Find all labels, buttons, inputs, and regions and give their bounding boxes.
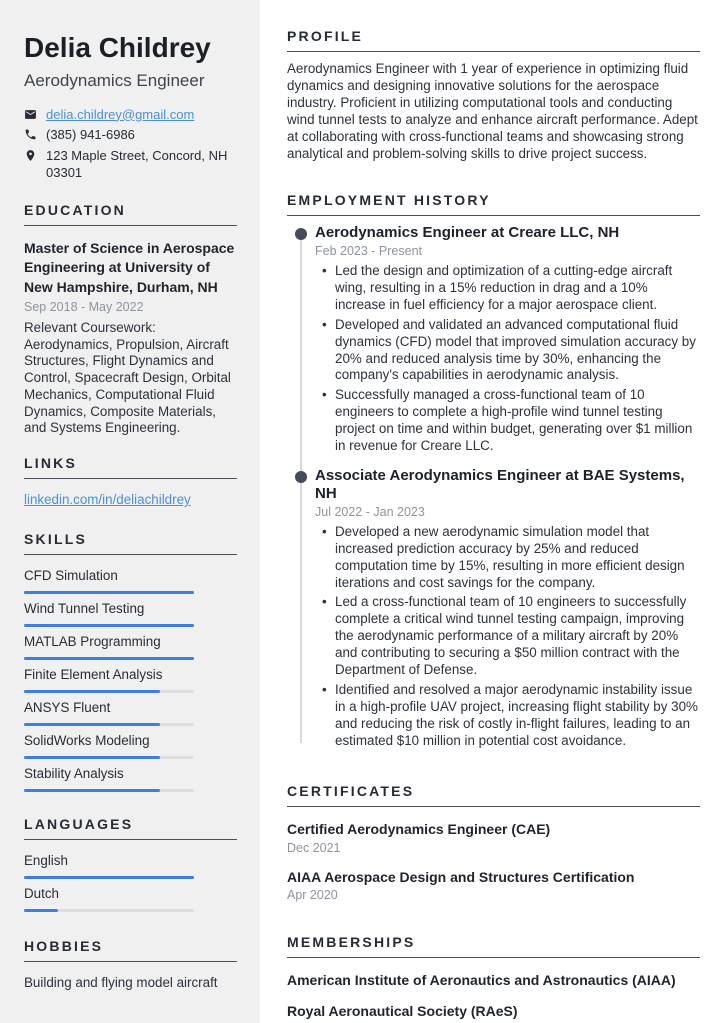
timeline-line <box>300 234 302 743</box>
languages-heading: LANGUAGES <box>24 816 237 840</box>
contact-email-row <box>24 106 237 124</box>
skill-bar <box>24 657 194 660</box>
skill-label: CFD Simulation <box>24 568 118 584</box>
skill-bar <box>24 690 194 693</box>
certificate-title: Certified Aerodynamics Engineer (CAE) <box>287 821 551 838</box>
profile-heading: PROFILE <box>287 28 700 52</box>
job-date: Jul 2022 - Jan 2023 <box>315 504 425 519</box>
main-column <box>260 0 724 1023</box>
degree-date: Sep 2018 - May 2022 <box>24 299 144 314</box>
email-link[interactable]: delia.childrey@gmail.com <box>46 106 195 122</box>
job-bullets <box>315 524 700 750</box>
skill-bar-fill <box>24 756 160 759</box>
language-bar <box>24 876 194 879</box>
employment-heading: EMPLOYMENT HISTORY <box>287 192 700 216</box>
profile-section <box>287 28 700 162</box>
links-heading: LINKS <box>24 455 237 479</box>
job-bullets <box>315 263 700 455</box>
memberships-heading: MEMBERSHIPS <box>287 934 700 958</box>
skill-bar-fill <box>24 657 194 660</box>
bullet-item: • Led the design and optimization of a cutting-edge aircraft wing, resulting in a 15% reduction in drag and a 10% increase in fuel efficiency for a major aerospace client. <box>315 263 700 314</box>
memberships-section <box>287 934 700 1020</box>
language-label: English <box>24 853 68 869</box>
certificate-title: AIAA Aerospace Design and Structures Certification <box>287 868 635 885</box>
sidebar <box>0 0 260 1023</box>
languages-section <box>24 816 237 912</box>
certificates-heading: CERTIFICATES <box>287 783 700 807</box>
language-item <box>24 885 237 912</box>
phone-icon <box>24 128 37 141</box>
language-bar-fill <box>24 909 58 912</box>
skill-bar-fill <box>24 723 160 726</box>
degree-description: Relevant Coursework: Aerodynamics, Propulsion, Aircraft Structures, Flight Dynamics and Control, Spacecraft Design, Orbital Mechanics, Computational Fluid Dynamics, Composite Materials, and Systems Engineering. <box>24 319 231 436</box>
skill-item <box>24 666 237 693</box>
bullet-item: • Led a cross-functional team of 10 engineers to successfully complete a critical wind tunnel testing campaign, improving the aerodynamic performance of a military aircraft by 20% and contributing to securing a $50 million contract with the Department of Defense. <box>315 594 700 678</box>
contact-address-row <box>24 147 237 182</box>
person-job-title: Aerodynamics Engineer <box>24 70 205 90</box>
education-item <box>24 239 237 437</box>
skill-label: ANSYS Fluent <box>24 700 111 716</box>
certificate-date: Apr 2020 <box>287 887 338 902</box>
language-label: Dutch <box>24 886 59 902</box>
languages-list <box>24 852 237 912</box>
skill-item <box>24 633 237 660</box>
links-section <box>24 455 237 507</box>
profile-text: Aerodynamics Engineer with 1 year of experience in optimizing fluid dynamics and designing innovative solutions for the aerospace industry. Proficient in utilizing computational tools and conducting wind tunnel tests to analyze and enhance aircraft performance. Adept at collaborating with cross-functional teams and showcasing strong analytical and problem-solving skills to drive project success. <box>287 61 698 162</box>
education-section <box>24 202 237 437</box>
skill-label: Finite Element Analysis <box>24 667 163 683</box>
email-icon <box>24 108 37 121</box>
bullet-item: • Identified and resolved a major aerodynamic instability issue in a high-profile UAV project, increasing flight stability by 30% and reducing the risk of costly in-flight failures, leading to an estimated $10 million in potential cost avoidance. <box>315 682 700 750</box>
skill-item <box>24 567 237 594</box>
job-entry <box>315 224 700 455</box>
job-entry <box>315 467 700 750</box>
skill-bar <box>24 756 194 759</box>
education-heading: EDUCATION <box>24 202 237 226</box>
linkedin-link[interactable]: linkedin.com/in/deliachildrey <box>24 492 191 508</box>
job-title: Associate Aerodynamics Engineer at BAE Systems, NH <box>315 466 685 502</box>
bullet-item: • Developed and validated an advanced computational fluid dynamics (CFD) model that improved simulation accuracy by 20% and reduced analysis time by 30%, enhancing the company's capabilities in aerodynamic analysis. <box>315 317 700 385</box>
job-title: Aerodynamics Engineer at Creare LLC, NH <box>315 224 620 242</box>
skill-bar-fill <box>24 624 194 627</box>
skill-label: Stability Analysis <box>24 766 124 782</box>
membership-item: American Institute of Aeronautics and Astronautics (AIAA) <box>287 971 676 988</box>
hobbies-section <box>24 938 237 991</box>
skills-section <box>24 531 237 792</box>
hobbies-heading: HOBBIES <box>24 938 237 962</box>
skill-item <box>24 699 237 726</box>
employment-section <box>287 192 700 749</box>
bullet-item: • Successfully managed a cross-functional team of 10 engineers to complete a high-profile wind tunnel testing project on time and within budget, generating over $1 million in revenue for Creare LLC. <box>315 387 700 455</box>
certificates-section <box>287 783 700 901</box>
person-name: Delia Childrey <box>24 32 211 63</box>
skill-item <box>24 732 237 759</box>
language-bar <box>24 909 194 912</box>
skill-label: SolidWorks Modeling <box>24 733 150 749</box>
skill-bar-fill <box>24 690 160 693</box>
certificate-item <box>287 820 700 854</box>
phone-number: (385) 941-6986 <box>46 127 135 143</box>
skills-list <box>24 567 237 792</box>
skill-label: MATLAB Programming <box>24 634 161 650</box>
language-item <box>24 852 237 879</box>
degree-title: Master of Science in Aerospace Engineering at University of New Hampshire, Durham, NH <box>24 239 235 295</box>
contact-phone-row <box>24 126 237 144</box>
timeline-dot <box>295 471 307 483</box>
skill-item <box>24 765 237 792</box>
contact-block <box>24 106 237 182</box>
membership-item: Royal Aeronautical Society (RAeS) <box>287 1003 518 1020</box>
skill-bar <box>24 624 194 627</box>
language-bar-fill <box>24 876 194 879</box>
certificate-item <box>287 868 700 902</box>
skill-item <box>24 600 237 627</box>
employment-timeline <box>287 224 700 749</box>
job-date: Feb 2023 - Present <box>315 244 423 259</box>
timeline-dot <box>295 228 307 240</box>
bullet-item: • Developed a new aerodynamic simulation model that increased prediction accuracy by 25% and reduced computation time by 15%, resulting in more efficient design iterations and cost savings for the company. <box>315 524 700 592</box>
skill-bar-fill <box>24 789 160 792</box>
skill-label: Wind Tunnel Testing <box>24 601 145 617</box>
address-text: 123 Maple Street, Concord, NH 03301 <box>46 147 228 181</box>
location-pin-icon <box>24 149 37 162</box>
skill-bar-fill <box>24 591 194 594</box>
skill-bar <box>24 789 194 792</box>
link-item <box>24 492 237 507</box>
hobby-text: Building and flying model aircraft <box>24 975 218 991</box>
certificate-date: Dec 2021 <box>287 840 341 855</box>
skill-bar <box>24 723 194 726</box>
skill-bar <box>24 591 194 594</box>
skills-heading: SKILLS <box>24 531 237 555</box>
